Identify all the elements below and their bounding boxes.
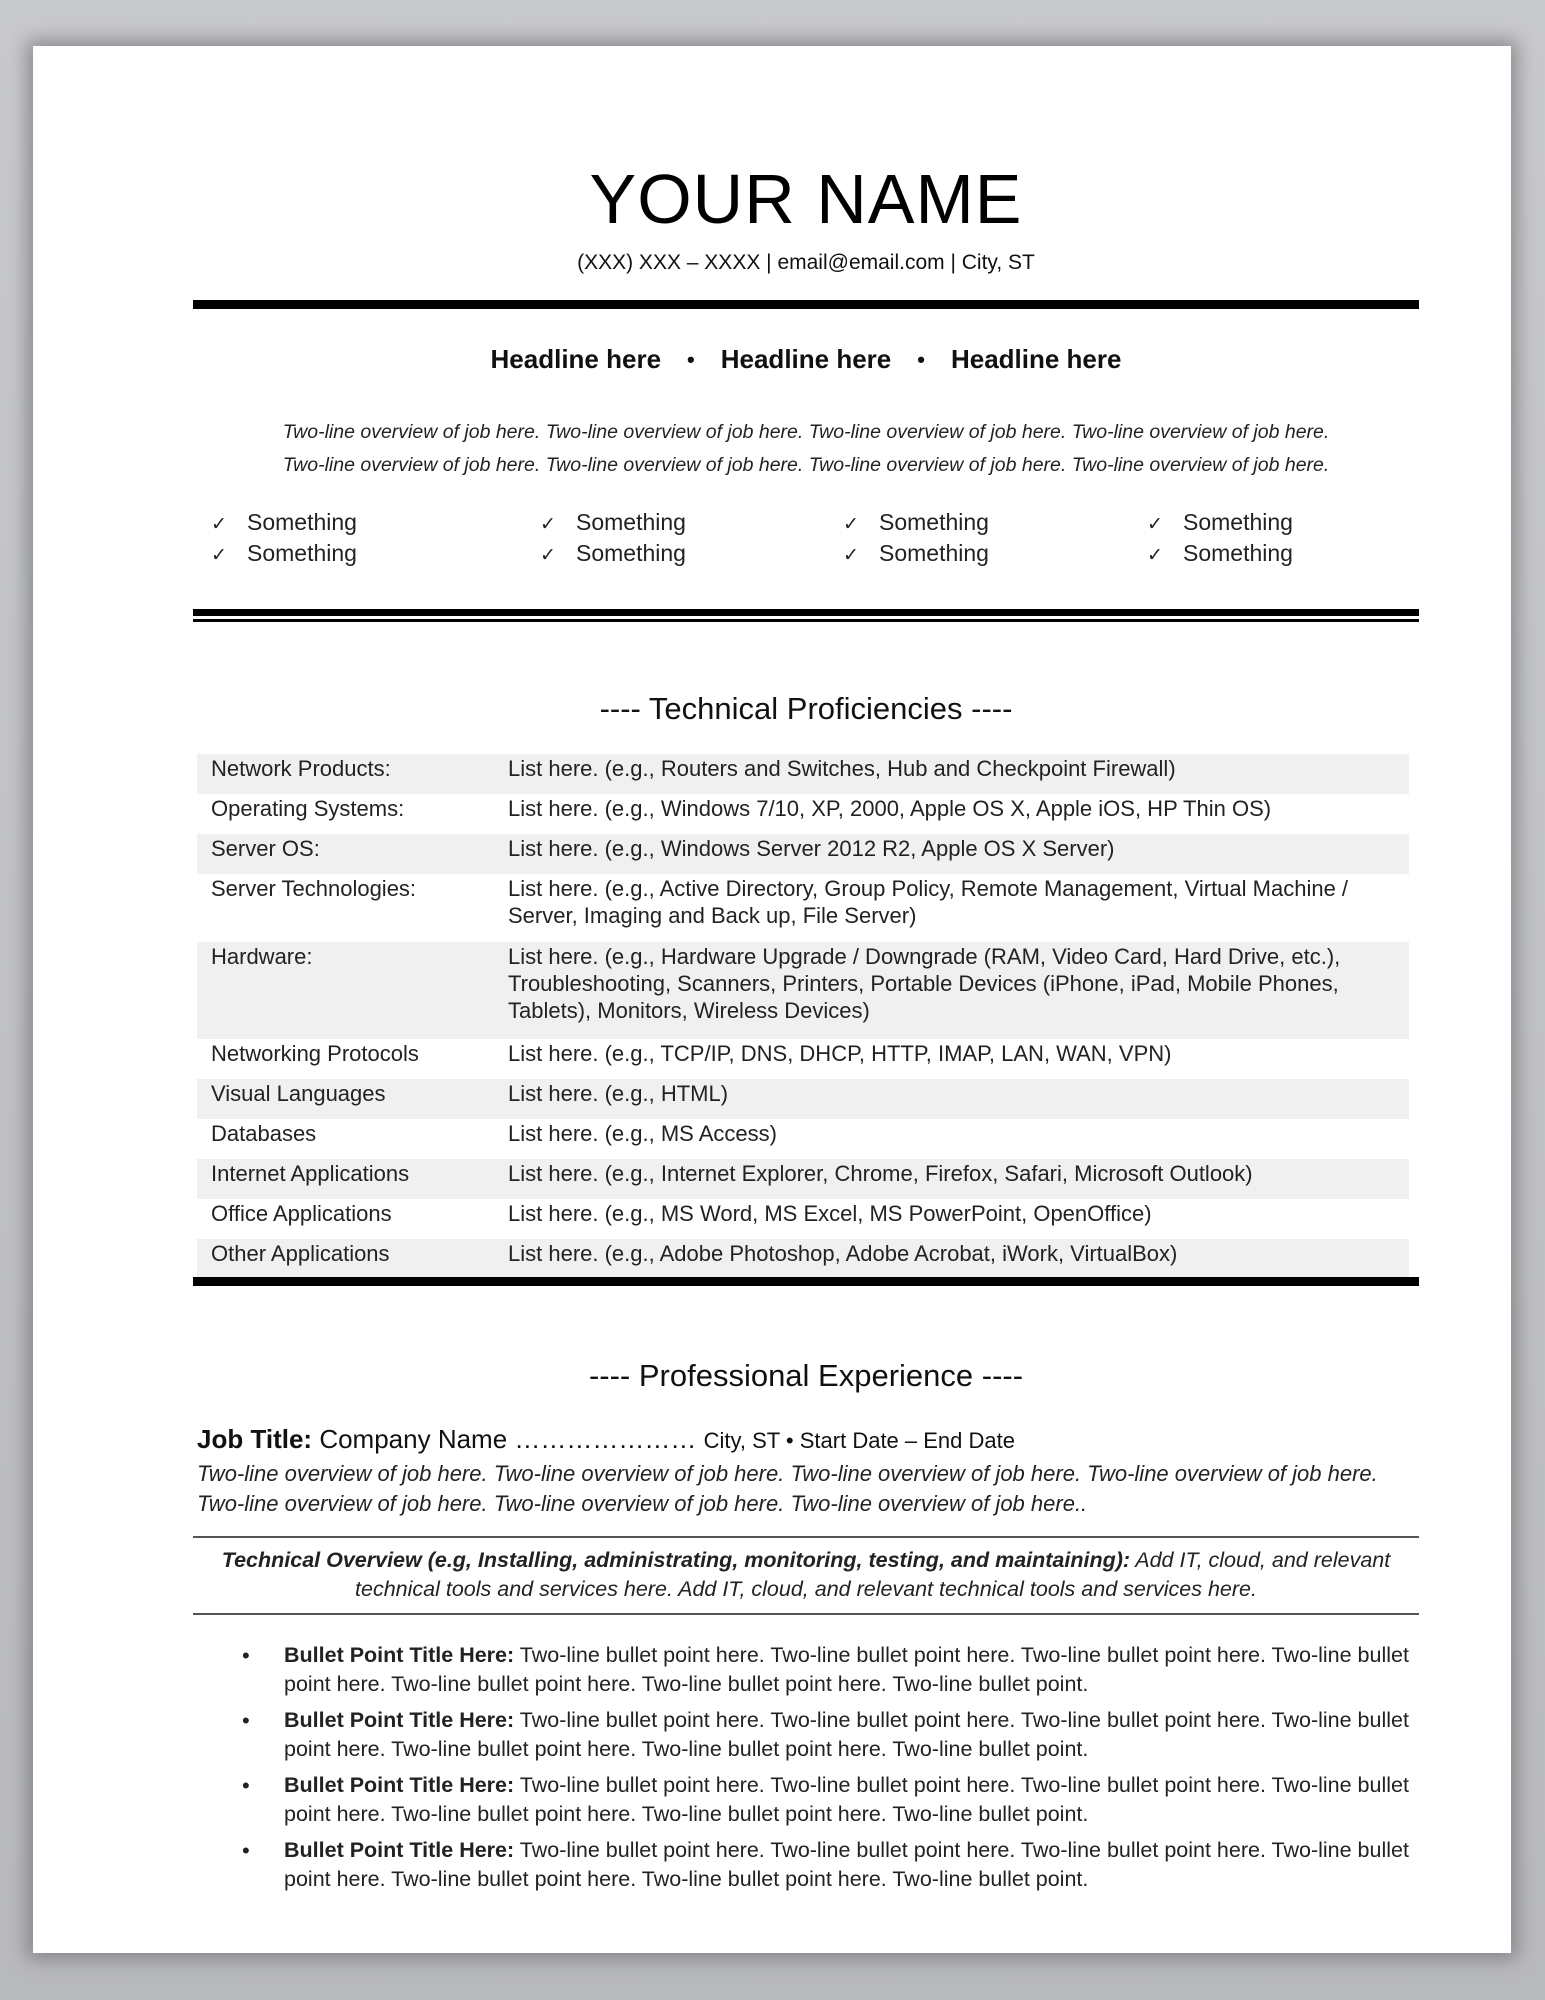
row-label: Internet Applications xyxy=(211,1161,410,1186)
check-icon: ✓ xyxy=(843,545,859,566)
bullet-text: Two-line bullet point here. Two-line bullet point here. Two-line bullet point here. Two-line bullet point here. Two-line bullet point here. Two-line bullet point here. Two-line bullet point. xyxy=(284,1708,1409,1761)
row-label: Hardware: xyxy=(211,944,313,969)
headline-separator: • xyxy=(687,346,695,372)
row-value: List here. (e.g., TCP/IP, DNS, DHCP, HTTP, IMAP, LAN, WAN, VPN) xyxy=(508,1041,1172,1066)
check-icon: ✓ xyxy=(211,514,227,535)
row-label: Server Technologies: xyxy=(211,876,417,901)
technical-overview-text: Add IT, cloud, and relevant technical tools and services here. Add IT, cloud, and relevant technical tools and services here. xyxy=(355,1548,1391,1601)
list-item xyxy=(233,1836,1413,1894)
headline-1: Headline here xyxy=(490,344,662,374)
check-icon: ✓ xyxy=(540,545,556,566)
resume-page xyxy=(33,46,1511,1953)
headline-row xyxy=(193,344,1419,375)
bullet-text: Two-line bullet point here. Two-line bullet point here. Two-line bullet point here. Two-line bullet point here. Two-line bullet point here. Two-line bullet point here. Two-line bullet point. xyxy=(284,1643,1409,1696)
check-icon: ✓ xyxy=(1147,545,1163,566)
job-title-label: Job Title: xyxy=(197,1424,313,1454)
summary-line: Two-line overview of job here. Two-line overview of job here. Two-line overview of job here. Two-line overview of job here. xyxy=(282,454,1330,476)
technical-overview-title: Technical Overview (e.g, Installing, administrating, monitoring, testing, and maintaining): xyxy=(221,1548,1131,1572)
bullet-title: Bullet Point Title Here: xyxy=(284,1838,515,1862)
row-label: Other Applications xyxy=(211,1241,390,1266)
resume-content xyxy=(193,46,1419,1953)
row-label: Server OS: xyxy=(211,836,320,861)
candidate-name: YOUR NAME xyxy=(589,160,1023,238)
row-value: List here. (e.g., Internet Explorer, Chrome, Firefox, Safari, Microsoft Outlook) xyxy=(508,1161,1253,1186)
technical-proficiencies-title: ---- Technical Proficiencies ---- xyxy=(599,691,1013,726)
skill-item: ✓ Something xyxy=(1147,508,1411,539)
section-divider xyxy=(193,609,1419,616)
row-label: Network Products: xyxy=(211,756,391,781)
headline-2: Headline here xyxy=(720,344,892,374)
check-icon: ✓ xyxy=(1147,514,1163,535)
row-value: List here. (e.g., MS Word, MS Excel, MS PowerPoint, OpenOffice) xyxy=(508,1201,1152,1226)
list-item xyxy=(233,1641,1413,1699)
table-row xyxy=(197,1199,1409,1239)
bullet-icon: • xyxy=(242,1708,250,1733)
skill-item: ✓ Something xyxy=(1147,539,1411,570)
company-name: Company Name ………………… xyxy=(312,1424,704,1454)
skill-item: ✓ Something xyxy=(843,539,1147,570)
row-value: List here. (e.g., HTML) xyxy=(508,1081,729,1106)
job-location-dates: City, ST • Start Date – End Date xyxy=(703,1428,1015,1453)
headline-3: Headline here xyxy=(950,344,1122,374)
table-row xyxy=(197,1159,1409,1199)
bullet-title: Bullet Point Title Here: xyxy=(284,1708,515,1732)
row-value: List here. (e.g., Hardware Upgrade / Downgrade (RAM, Video Card, Hard Drive, etc.), Troubleshooting, Scanners, Printers, Portable Devices (iPhone, iPad, Mobile Phones, Tablets), Monitors, Wireless Devices) xyxy=(508,944,1341,1023)
overview-rule-top xyxy=(193,1536,1419,1538)
table-row xyxy=(197,754,1409,794)
row-value: List here. (e.g., Routers and Switches, Hub and Checkpoint Firewall) xyxy=(508,756,1176,781)
summary-overview xyxy=(193,416,1419,482)
achievement-list xyxy=(233,1641,1413,1901)
row-value: List here. (e.g., MS Access) xyxy=(508,1121,777,1146)
summary-line: Two-line overview of job here. Two-line overview of job here. Two-line overview of job here. Two-line overview of job here. xyxy=(282,421,1330,443)
bullet-title: Bullet Point Title Here: xyxy=(284,1773,515,1797)
table-row xyxy=(197,874,1409,942)
bullet-text: Two-line bullet point here. Two-line bullet point here. Two-line bullet point here. Two-line bullet point here. Two-line bullet point here. Two-line bullet point here. Two-line bullet point. xyxy=(284,1838,1409,1891)
technical-proficiencies-table xyxy=(197,754,1409,1279)
job-overview: Two-line overview of job here. Two-line overview of job here. Two-line overview of job here. Two-line overview of job here. Two-line overview of job here. Two-line overview of job here. Two-line overview of job here.. xyxy=(197,1461,1378,1516)
table-row xyxy=(197,1119,1409,1159)
row-value: List here. (e.g., Windows 7/10, XP, 2000, Apple OS X, Apple iOS, HP Thin OS) xyxy=(508,796,1272,821)
row-label: Office Applications xyxy=(211,1201,392,1226)
headline-separator: • xyxy=(917,346,925,372)
row-label: Visual Languages xyxy=(211,1081,386,1106)
job-heading xyxy=(197,1424,1419,1455)
row-label: Networking Protocols xyxy=(211,1041,419,1066)
list-item xyxy=(233,1771,1413,1829)
row-label: Operating Systems: xyxy=(211,796,405,821)
skill-item: ✓ Something xyxy=(540,539,843,570)
bullet-icon: • xyxy=(242,1643,250,1668)
contact-line: (XXX) XXX – XXXX | email@email.com | City, ST xyxy=(577,251,1035,274)
skills-checklist xyxy=(211,508,1411,570)
header-divider xyxy=(193,300,1419,309)
table-row xyxy=(197,794,1409,834)
row-value: List here. (e.g., Windows Server 2012 R2, Apple OS X Server) xyxy=(508,836,1115,861)
bullet-icon: • xyxy=(242,1838,250,1863)
table-row xyxy=(197,942,1409,1039)
section-divider xyxy=(193,1277,1419,1286)
row-value: List here. (e.g., Active Directory, Group Policy, Remote Management, Virtual Machine / Server, Imaging and Back up, File Server) xyxy=(508,876,1349,928)
check-icon: ✓ xyxy=(540,514,556,535)
table-row xyxy=(197,1079,1409,1119)
overview-rule-bottom xyxy=(193,1613,1419,1615)
bullet-text: Two-line bullet point here. Two-line bullet point here. Two-line bullet point here. Two-line bullet point here. Two-line bullet point here. Two-line bullet point here. Two-line bullet point. xyxy=(284,1773,1409,1826)
list-item xyxy=(233,1706,1413,1764)
bullet-icon: • xyxy=(242,1773,250,1798)
row-label: Databases xyxy=(211,1121,317,1146)
technical-overview xyxy=(193,1546,1419,1604)
section-divider xyxy=(193,619,1419,622)
skill-item: ✓ Something xyxy=(211,508,540,539)
table-row xyxy=(197,1239,1409,1279)
table-row xyxy=(197,1039,1409,1079)
professional-experience-title: ---- Professional Experience ---- xyxy=(588,1358,1024,1393)
table-row xyxy=(197,834,1409,874)
bullet-title: Bullet Point Title Here: xyxy=(284,1643,515,1667)
check-icon: ✓ xyxy=(211,545,227,566)
row-value: List here. (e.g., Adobe Photoshop, Adobe Acrobat, iWork, VirtualBox) xyxy=(508,1241,1178,1266)
skill-item: ✓ Something xyxy=(540,508,843,539)
check-icon: ✓ xyxy=(843,514,859,535)
skill-item: ✓ Something xyxy=(843,508,1147,539)
skill-item: ✓ Something xyxy=(211,539,540,570)
